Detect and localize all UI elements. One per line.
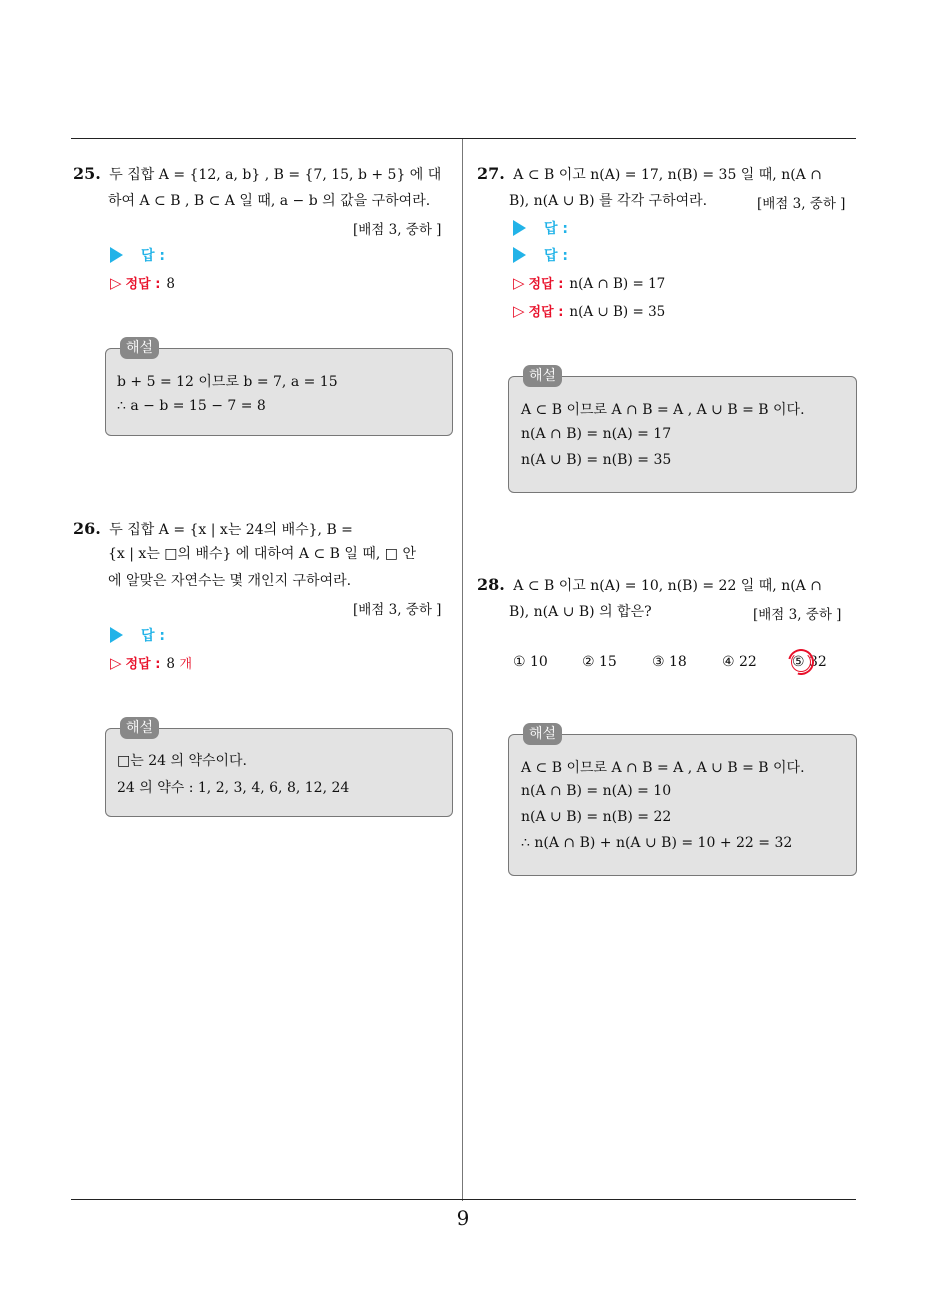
correct-label: 정답 : — [528, 277, 564, 292]
question-line-2: B), n(A ∪ B) 의 합은? — [509, 604, 652, 620]
question-line-2: 하여 A ⊂ B , B ⊂ A 일 때, a − b 의 값을 구하여라. — [108, 193, 431, 209]
solution-line: A ⊂ B 이므로 A ∩ B = A , A ∪ B = B 이다. — [521, 402, 805, 418]
score-label: [배점 3, 중하 ] — [757, 196, 846, 212]
question-line-1: A ⊂ B 이고 n(A) = 10, n(B) = 22 일 때, n(A ∩ — [513, 578, 822, 594]
page-number: 9 — [456, 1206, 470, 1230]
solution-line: ∴ n(A ∩ B) + n(A ∪ B) = 10 + 22 = 32 — [521, 835, 793, 851]
score-label: [배점 3, 중하 ] — [353, 602, 442, 618]
solution-box — [508, 368, 857, 493]
solution-line: n(A ∩ B) = n(A) = 17 — [521, 426, 672, 442]
correct-label: 정답 : — [125, 277, 161, 292]
question-line-3: 에 알맞은 자연수는 몇 개인지 구하여라. — [108, 573, 352, 589]
question-line-1: 두 집합 A = {12, a, b} , B = {7, 15, b + 5} 에 대 — [109, 167, 442, 183]
solution-line: n(A ∪ B) = n(B) = 22 — [521, 809, 672, 825]
question-line-1: A ⊂ B 이고 n(A) = 17, n(B) = 35 일 때, n(A ∩ — [513, 167, 822, 183]
solution-line: b + 5 = 12 이므로 b = 7, a = 15 — [117, 374, 338, 390]
solution-tag: 해설 — [120, 717, 159, 739]
solution-line: n(A ∪ B) = n(B) = 35 — [521, 452, 672, 468]
solution-line: □는 24 의 약수이다. — [117, 753, 247, 769]
choice-4[interactable]: ④ 22 — [722, 654, 757, 670]
correct-value: 8 — [166, 276, 175, 292]
answer-label: 답 : — [544, 248, 568, 264]
score-label: [배점 3, 중하 ] — [353, 222, 442, 238]
problem-number: 25. — [73, 164, 101, 183]
correct-answer-row — [513, 273, 665, 295]
choice-5[interactable]: ⑤ 32 — [792, 654, 827, 670]
choice-1[interactable]: ① 10 — [513, 654, 548, 670]
answer-label: 답 : — [141, 628, 165, 644]
problem-number: 28. — [477, 575, 505, 594]
column-divider — [462, 139, 463, 1201]
question-line-2: {x | x는 □의 배수} 에 대하여 A ⊂ B 일 때, □ 안 — [108, 546, 416, 562]
correct-answer-row — [110, 273, 175, 295]
correct-value: n(A ∩ B) = 17 — [569, 276, 666, 292]
correct-label: 정답 : — [528, 305, 564, 320]
solution-line: ∴ a − b = 15 − 7 = 8 — [117, 398, 266, 414]
solution-tag: 해설 — [523, 723, 562, 745]
play-icon — [110, 247, 123, 263]
question-line-1: 두 집합 A = {x | x는 24의 배수}, B = — [109, 522, 353, 538]
play-icon — [110, 627, 123, 643]
answer-label: 답 : — [141, 248, 165, 264]
outline-triangle-icon: ▷ — [513, 302, 525, 320]
correct-unit: 개 — [179, 657, 192, 672]
bottom-rule — [71, 1199, 856, 1200]
answer-row — [513, 219, 568, 239]
choice-2[interactable]: ② 15 — [582, 654, 617, 670]
solution-line: n(A ∩ B) = n(A) = 10 — [521, 783, 672, 799]
top-rule — [71, 138, 856, 139]
outline-triangle-icon: ▷ — [110, 654, 122, 672]
answer-label: 답 : — [544, 221, 568, 237]
solution-tag: 해설 — [120, 337, 159, 359]
correct-answer-row — [513, 301, 665, 323]
solution-box — [105, 720, 453, 817]
problem-number: 27. — [477, 164, 505, 183]
play-icon — [513, 220, 526, 236]
correct-value: n(A ∪ B) = 35 — [569, 304, 666, 320]
solution-tag: 해설 — [523, 365, 562, 387]
correct-value: 8 — [166, 656, 175, 672]
question-line-2: B), n(A ∪ B) 를 각각 구하여라. — [509, 193, 708, 209]
solution-box — [508, 726, 857, 876]
outline-triangle-icon: ▷ — [513, 274, 525, 292]
problem-number: 26. — [73, 519, 101, 538]
outline-triangle-icon: ▷ — [110, 274, 122, 292]
solution-line: 24 의 약수 : 1, 2, 3, 4, 6, 8, 12, 24 — [117, 780, 350, 796]
solution-box — [105, 340, 453, 436]
play-icon — [513, 247, 526, 263]
correct-answer-row — [110, 653, 192, 675]
answer-row — [110, 626, 165, 646]
answer-row — [513, 246, 568, 266]
score-label: [배점 3, 중하 ] — [753, 607, 842, 623]
correct-label: 정답 : — [125, 657, 161, 672]
choice-3[interactable]: ③ 18 — [652, 654, 687, 670]
solution-line: A ⊂ B 이므로 A ∩ B = A , A ∪ B = B 이다. — [521, 760, 805, 776]
answer-row — [110, 246, 165, 266]
answer-circle-mark-inner-icon — [791, 652, 811, 672]
